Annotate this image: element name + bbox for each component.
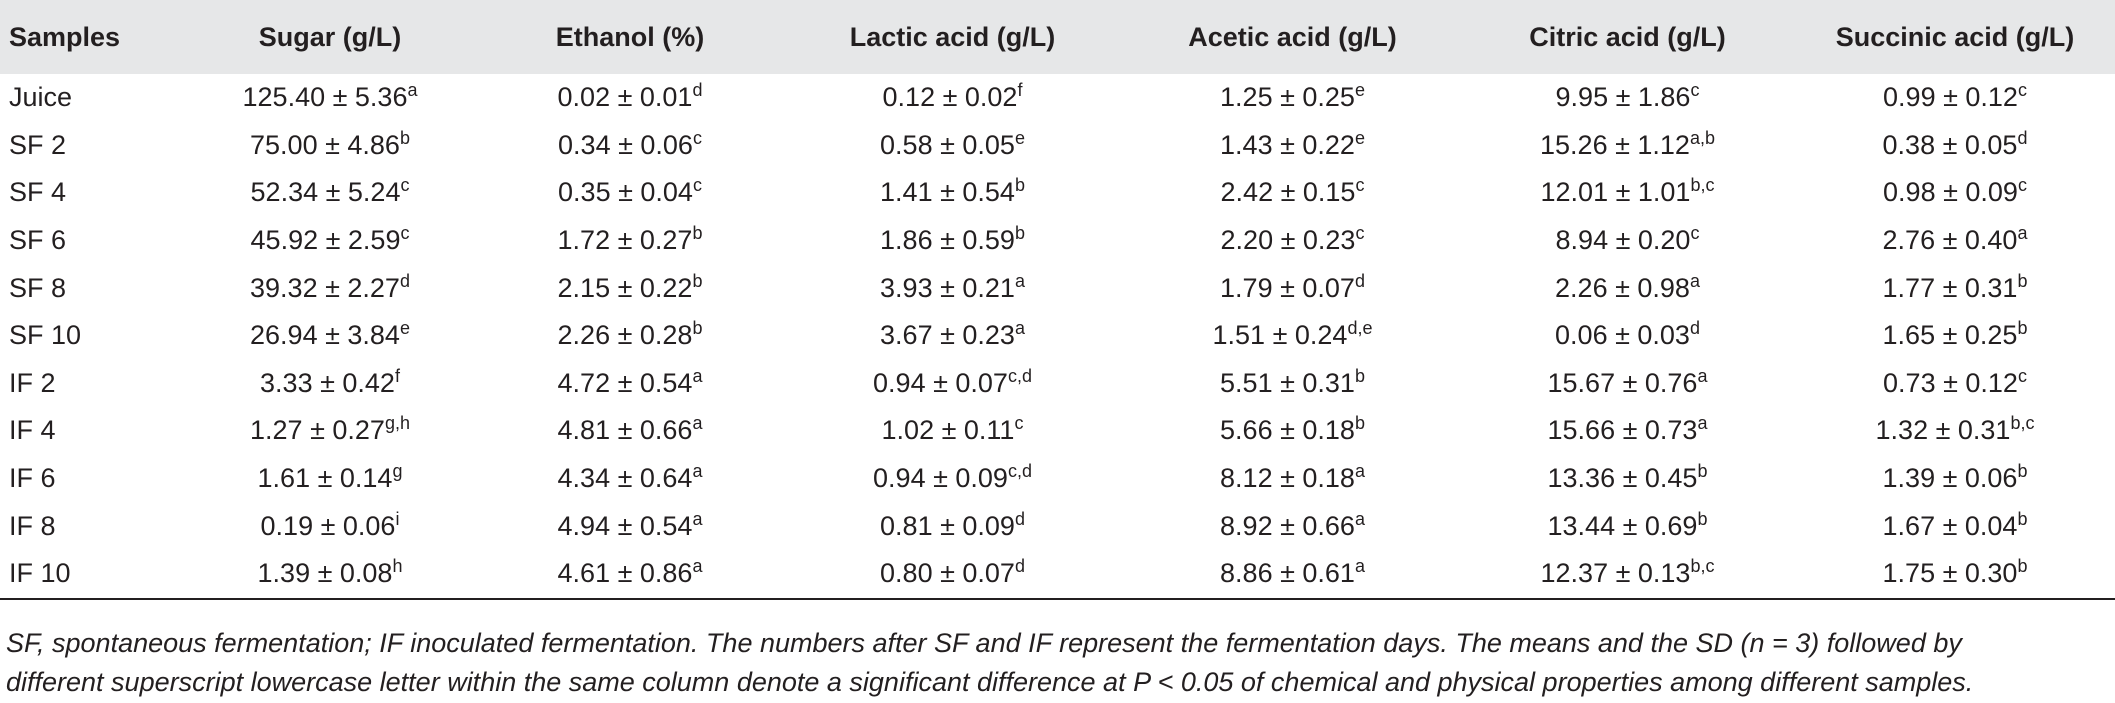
cell-superscript: e xyxy=(399,318,410,339)
cell-sample-name: IF 10 xyxy=(0,550,180,599)
cell-value: 0.35 ± 0.04 xyxy=(558,177,693,208)
cell-citric-acid xyxy=(1460,360,1795,408)
cell-value: 1.72 ± 0.27 xyxy=(557,225,693,256)
cell-value: 39.32 ± 2.27 xyxy=(250,272,400,303)
header-sugar: Sugar (g/L) xyxy=(258,21,402,52)
table-row xyxy=(0,550,2115,599)
cell-ethanol xyxy=(480,360,780,408)
cell-superscript: b xyxy=(399,127,410,148)
cell-sample-name: IF 6 xyxy=(9,463,56,494)
cell-superscript: a xyxy=(1014,318,1025,339)
cell-citric-acid xyxy=(1460,122,1795,170)
cell-value: 8.86 ± 0.61 xyxy=(1220,558,1355,589)
cell-ethanol xyxy=(480,264,780,312)
cell-value: 1.43 ± 0.22 xyxy=(1220,129,1355,160)
cell-ethanol xyxy=(480,550,780,599)
cell-succinic-acid xyxy=(1795,169,2115,217)
cell-superscript: a xyxy=(692,365,703,386)
cell-superscript: c xyxy=(692,175,702,196)
cell-value: 8.94 ± 0.20 xyxy=(1555,225,1691,256)
cell-sugar xyxy=(180,217,480,265)
cell-sugar xyxy=(180,312,480,360)
cell-value: 75.00 ± 4.86 xyxy=(250,129,400,160)
cell-superscript: b,c xyxy=(2010,413,2035,434)
cell-value: 0.34 ± 0.06 xyxy=(558,129,693,160)
cell-value: 0.02 ± 0.01 xyxy=(557,82,693,113)
cell-superscript: b xyxy=(2017,508,2028,529)
cell-superscript: g,h xyxy=(384,413,410,434)
cell-superscript: c xyxy=(400,175,410,196)
cell-value: 9.95 ± 1.86 xyxy=(1555,82,1691,113)
cell-citric-acid xyxy=(1460,407,1795,455)
header-acetic-acid: Acetic acid (g/L) xyxy=(1188,21,1397,52)
cell-sample-name: SF 8 xyxy=(9,272,67,303)
cell-succinic-acid xyxy=(1795,550,2115,599)
cell-acetic-acid xyxy=(1125,502,1460,550)
cell-superscript: d xyxy=(1014,556,1025,577)
cell-ethanol xyxy=(480,455,780,503)
cell-sugar xyxy=(180,502,480,550)
cell-superscript: e xyxy=(1014,127,1025,148)
cell-superscript: b xyxy=(692,223,703,244)
header-samples: Samples xyxy=(9,21,121,52)
table-row xyxy=(0,74,2115,122)
cell-value: 2.20 ± 0.23 xyxy=(1220,225,1356,256)
cell-value: 0.06 ± 0.03 xyxy=(1555,320,1690,351)
cell-superscript: d xyxy=(2017,127,2028,148)
cell-superscript: c xyxy=(1690,223,1700,244)
cell-value: 1.25 ± 0.25 xyxy=(1220,82,1355,113)
cell-superscript: d xyxy=(1014,508,1025,529)
cell-succinic-acid xyxy=(1795,360,2115,408)
cell-superscript: b xyxy=(2017,270,2028,291)
table-header xyxy=(0,0,2115,74)
cell-value: 0.58 ± 0.05 xyxy=(880,129,1015,160)
cell-superscript: b xyxy=(1354,413,1365,434)
cell-superscript: c xyxy=(1355,223,1365,244)
cell-value: 1.79 ± 0.07 xyxy=(1220,272,1355,303)
cell-acetic-acid xyxy=(1125,74,1460,122)
cell-superscript: c xyxy=(1690,80,1700,101)
header-citric-acid: Citric acid (g/L) xyxy=(1529,21,1726,52)
cell-superscript: c xyxy=(2017,175,2027,196)
cell-value: 2.26 ± 0.28 xyxy=(557,320,693,351)
cell-superscript: h xyxy=(392,556,403,577)
cell-sample-name: SF 6 xyxy=(9,225,67,256)
cell-value: 8.12 ± 0.18 xyxy=(1220,463,1355,494)
cell-succinic-acid xyxy=(1795,122,2115,170)
cell-value: 1.41 ± 0.54 xyxy=(880,177,1015,208)
cell-superscript: a xyxy=(1014,270,1025,291)
cell-superscript: d xyxy=(399,270,410,291)
cell-sample-name: Juice xyxy=(9,82,73,113)
cell-value: 15.67 ± 0.76 xyxy=(1547,367,1698,398)
cell-succinic-acid xyxy=(1795,455,2115,503)
cell-superscript: b xyxy=(1354,365,1365,386)
cell-superscript: b,c xyxy=(1690,556,1715,577)
cell-lactic-acid xyxy=(780,360,1125,408)
cell-superscript: c,d xyxy=(1007,365,1032,386)
cell-value: 0.94 ± 0.07 xyxy=(873,367,1008,398)
cell-superscript: a xyxy=(1697,365,1708,386)
cell-superscript: e xyxy=(1354,127,1365,148)
cell-superscript: b xyxy=(1014,175,1025,196)
table-row xyxy=(0,407,2115,455)
cell-value: 1.39 ± 0.08 xyxy=(257,558,393,589)
cell-superscript: c xyxy=(2017,365,2027,386)
cell-citric-acid xyxy=(1460,502,1795,550)
cell-value: 1.27 ± 0.27 xyxy=(250,415,385,446)
cell-lactic-acid xyxy=(780,407,1125,455)
cell-superscript: c xyxy=(1014,413,1024,434)
cell-value: 4.61 ± 0.86 xyxy=(557,558,693,589)
cell-value: 0.73 ± 0.12 xyxy=(1883,367,2018,398)
table-row xyxy=(0,169,2115,217)
cell-value: 0.81 ± 0.09 xyxy=(880,510,1015,541)
cell-sample-name: IF 4 xyxy=(9,415,56,446)
cell-lactic-acid xyxy=(780,122,1125,170)
cell-superscript: a xyxy=(692,461,703,482)
cell-value: 1.67 ± 0.04 xyxy=(1882,510,2018,541)
cell-sugar xyxy=(180,74,480,122)
cell-value: 45.92 ± 2.59 xyxy=(250,225,401,256)
cell-value: 1.32 ± 0.31 xyxy=(1875,415,2011,446)
cell-value: 5.51 ± 0.31 xyxy=(1220,367,1355,398)
cell-superscript: c xyxy=(692,127,702,148)
cell-value: 4.94 ± 0.54 xyxy=(557,510,693,541)
cell-superscript: c xyxy=(2017,80,2027,101)
cell-value: 3.67 ± 0.23 xyxy=(880,320,1015,351)
cell-sugar xyxy=(180,169,480,217)
table-row xyxy=(0,312,2115,360)
cell-sugar xyxy=(180,455,480,503)
cell-superscript: b xyxy=(1697,461,1708,482)
cell-value: 4.34 ± 0.64 xyxy=(557,463,693,494)
cell-value: 12.01 ± 1.01 xyxy=(1540,177,1691,208)
cell-superscript: f xyxy=(1017,80,1023,101)
cell-value: 1.51 ± 0.24 xyxy=(1212,320,1348,351)
cell-superscript: a xyxy=(1354,556,1365,577)
cell-superscript: b xyxy=(2017,318,2028,339)
cell-value: 13.36 ± 0.45 xyxy=(1547,463,1698,494)
cell-superscript: d,e xyxy=(1347,318,1373,339)
cell-value: 125.40 ± 5.36 xyxy=(242,82,408,113)
cell-citric-acid xyxy=(1460,312,1795,360)
cell-superscript: a xyxy=(1697,413,1708,434)
cell-ethanol xyxy=(480,217,780,265)
cell-superscript: d xyxy=(692,80,703,101)
cell-acetic-acid xyxy=(1125,217,1460,265)
cell-lactic-acid xyxy=(780,550,1125,599)
cell-value: 0.98 ± 0.09 xyxy=(1883,177,2018,208)
cell-citric-acid xyxy=(1460,74,1795,122)
cell-value: 15.26 ± 1.12 xyxy=(1540,129,1690,160)
cell-value: 0.99 ± 0.12 xyxy=(1883,82,2018,113)
cell-succinic-acid xyxy=(1795,74,2115,122)
header-lactic-acid: Lactic acid (g/L) xyxy=(849,21,1056,52)
cell-value: 0.94 ± 0.09 xyxy=(873,463,1008,494)
cell-lactic-acid xyxy=(780,312,1125,360)
cell-sugar xyxy=(180,550,480,599)
cell-sample-name: IF 2 xyxy=(9,367,56,398)
cell-value: 4.72 ± 0.54 xyxy=(557,367,693,398)
cell-ethanol xyxy=(480,74,780,122)
cell-superscript: b xyxy=(692,270,703,291)
cell-value: 1.77 ± 0.31 xyxy=(1882,272,2018,303)
cell-acetic-acid xyxy=(1125,312,1460,360)
cell-superscript: f xyxy=(394,365,400,386)
cell-value: 2.76 ± 0.40 xyxy=(1882,225,2018,256)
footnote-line-1: SF, spontaneous fermentation; IF inoculated fermentation. The numbers after SF and IF represent the fermentation days. The means and the SD (n = 3) followed by xyxy=(6,628,1962,658)
cell-superscript: a,b xyxy=(1689,127,1715,148)
cell-value: 3.33 ± 0.42 xyxy=(260,367,395,398)
header-succinic-acid: Succinic acid (g/L) xyxy=(1835,21,2075,52)
cell-sample-name: IF 8 xyxy=(9,510,56,541)
cell-superscript: b xyxy=(2017,556,2028,577)
cell-value: 3.93 ± 0.21 xyxy=(880,272,1015,303)
cell-value: 2.15 ± 0.22 xyxy=(557,272,693,303)
cell-superscript: a xyxy=(692,556,703,577)
table-row xyxy=(0,122,2115,170)
table-row xyxy=(0,455,2115,503)
cell-acetic-acid xyxy=(1125,455,1460,503)
cell-acetic-acid xyxy=(1125,264,1460,312)
cell-value: 2.42 ± 0.15 xyxy=(1220,177,1356,208)
cell-sample-name: SF 10 xyxy=(9,320,82,351)
footnote-line-2: different superscript lowercase letter within the same column denote a significant difference at P < 0.05 of chemical and physical properties among different samples. xyxy=(6,667,1974,697)
table-body xyxy=(0,74,2115,599)
cell-succinic-acid xyxy=(1795,502,2115,550)
cell-lactic-acid xyxy=(780,74,1125,122)
cell-ethanol xyxy=(480,407,780,455)
cell-value: 1.86 ± 0.59 xyxy=(880,225,1015,256)
cell-superscript: b xyxy=(1014,223,1025,244)
table-footnote xyxy=(6,624,2106,702)
cell-ethanol xyxy=(480,312,780,360)
cell-superscript: a xyxy=(1354,508,1365,529)
table-row xyxy=(0,217,2115,265)
cell-superscript: b xyxy=(1697,508,1708,529)
cell-sugar xyxy=(180,122,480,170)
cell-sugar xyxy=(180,264,480,312)
cell-acetic-acid xyxy=(1125,550,1460,599)
cell-acetic-acid xyxy=(1125,122,1460,170)
cell-citric-acid xyxy=(1460,264,1795,312)
table-row xyxy=(0,360,2115,408)
cell-value: 2.26 ± 0.98 xyxy=(1555,272,1690,303)
cell-sugar xyxy=(180,407,480,455)
cell-superscript: b xyxy=(692,318,703,339)
cell-superscript: a xyxy=(407,80,418,101)
cell-value: 5.66 ± 0.18 xyxy=(1220,415,1355,446)
cell-superscript: a xyxy=(692,413,703,434)
cell-acetic-acid xyxy=(1125,169,1460,217)
cell-succinic-acid xyxy=(1795,217,2115,265)
table-row xyxy=(0,264,2115,312)
cell-value: 1.39 ± 0.06 xyxy=(1882,463,2018,494)
cell-value: 4.81 ± 0.66 xyxy=(557,415,693,446)
cell-ethanol xyxy=(480,502,780,550)
cell-superscript: d xyxy=(1689,318,1700,339)
cell-ethanol xyxy=(480,122,780,170)
cell-superscript: d xyxy=(1354,270,1365,291)
cell-sample-name: SF 2 xyxy=(9,129,67,160)
cell-value: 52.34 ± 5.24 xyxy=(250,177,401,208)
cell-citric-acid xyxy=(1460,217,1795,265)
cell-superscript: c xyxy=(1355,175,1365,196)
cell-acetic-acid xyxy=(1125,360,1460,408)
cell-value: 1.75 ± 0.30 xyxy=(1882,558,2018,589)
cell-value: 0.80 ± 0.07 xyxy=(880,558,1015,589)
cell-value: 0.38 ± 0.05 xyxy=(1882,129,2018,160)
cell-succinic-acid xyxy=(1795,264,2115,312)
cell-value: 26.94 ± 3.84 xyxy=(250,320,400,351)
cell-succinic-acid xyxy=(1795,407,2115,455)
header-row xyxy=(0,0,2115,74)
header-ethanol: Ethanol (%) xyxy=(555,21,705,52)
cell-value: 8.92 ± 0.66 xyxy=(1220,510,1355,541)
cell-acetic-acid xyxy=(1125,407,1460,455)
cell-value: 0.12 ± 0.02 xyxy=(882,82,1018,113)
table-row xyxy=(0,502,2115,550)
cell-ethanol xyxy=(480,169,780,217)
cell-lactic-acid xyxy=(780,169,1125,217)
cell-superscript: c,d xyxy=(1007,461,1032,482)
cell-superscript: i xyxy=(395,508,400,529)
cell-superscript: a xyxy=(692,508,703,529)
cell-succinic-acid xyxy=(1795,312,2115,360)
cell-superscript: c xyxy=(400,223,410,244)
cell-citric-acid xyxy=(1460,169,1795,217)
cell-lactic-acid xyxy=(780,264,1125,312)
cell-value: 13.44 ± 0.69 xyxy=(1547,510,1698,541)
cell-value: 15.66 ± 0.73 xyxy=(1547,415,1698,446)
cell-superscript: a xyxy=(1689,270,1700,291)
cell-superscript: a xyxy=(2017,223,2028,244)
cell-lactic-acid xyxy=(780,217,1125,265)
cell-superscript: a xyxy=(1354,461,1365,482)
cell-value: 1.02 ± 0.11 xyxy=(881,415,1015,446)
cell-value: 0.19 ± 0.06 xyxy=(260,510,396,541)
cell-superscript: g xyxy=(392,461,403,482)
cell-lactic-acid xyxy=(780,502,1125,550)
cell-citric-acid xyxy=(1460,455,1795,503)
cell-value: 1.65 ± 0.25 xyxy=(1882,320,2018,351)
cell-lactic-acid xyxy=(780,455,1125,503)
cell-superscript: b,c xyxy=(1690,175,1715,196)
cell-superscript: b xyxy=(2017,461,2028,482)
cell-value: 1.61 ± 0.14 xyxy=(257,463,393,494)
cell-citric-acid xyxy=(1460,550,1795,599)
cell-sugar xyxy=(180,360,480,408)
cell-superscript: e xyxy=(1354,80,1365,101)
cell-value: 12.37 ± 0.13 xyxy=(1540,558,1691,589)
cell-sample-name: SF 4 xyxy=(9,177,67,208)
